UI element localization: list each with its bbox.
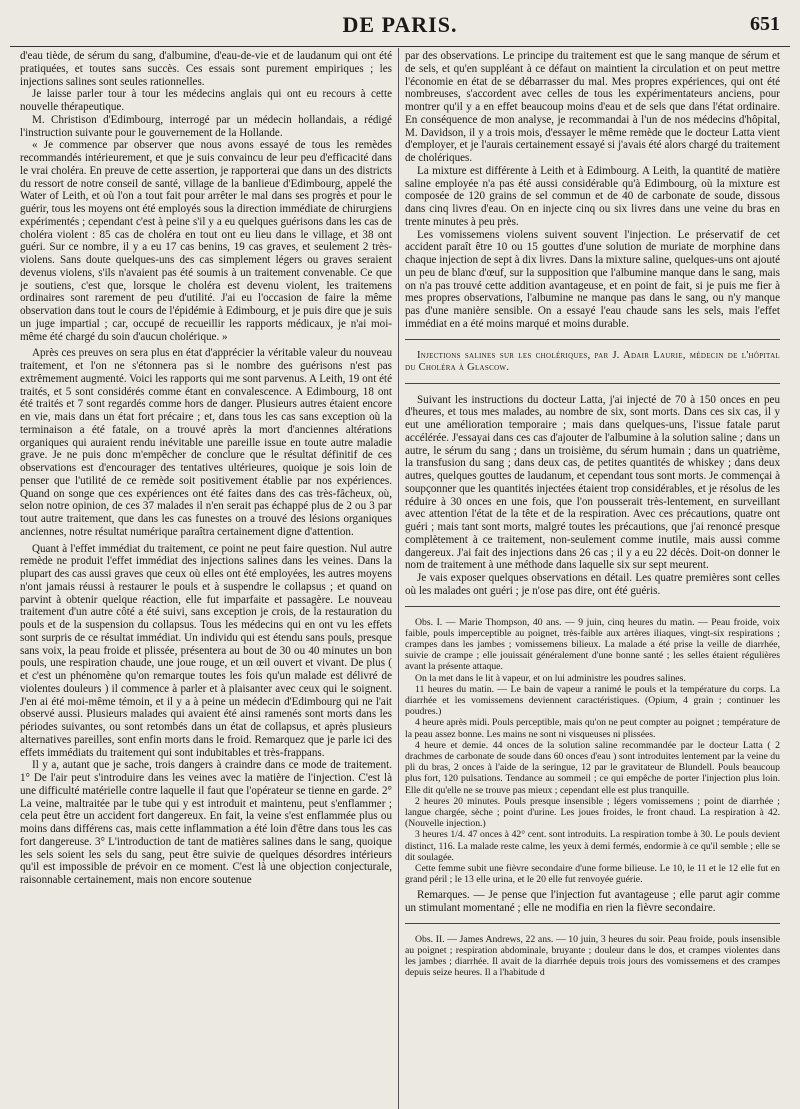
paragraph: Les vomissemens violens suivent souvent l'injection. Le préservatif de cet accident paraît être 10 ou 15 gouttes d'une solution de muriate de morphine dans chaque injection de sept à dix livres. Dans la mixture saline, quelques-uns ont ajouté un peu de blanc d'œuf, sur la supposition que l'albumine manque dans le sang, mais on n'a pas trouvé cette addition avantageuse, et en point de fait, si je puis me fier à mes propres observations, l'albumine ne manque pas dans le sang, ou n'y manque pas d'une manière sensible. On a essayé l'eau chaude sans les sels, mais l'effet immédiat en a été moins marqué et moins durable. (405, 228, 780, 330)
header-rule (10, 46, 790, 47)
left-column (20, 50, 392, 1109)
observation-paragraph: On la met dans le lit à vapeur, et on lui administre les poudres salines. (415, 672, 686, 684)
observation-2-block (405, 934, 780, 979)
paragraph: Quant à l'effet immédiat du traitement, ce point ne peut faire question. Nul autre remède ne produit l'effet immédiat des injections salines dans les veines. Dans la plupart des cas aussi graves que ceux où elles ont été employées, les autres moyens n'ont jamais réussi à restaurer le pouls et à suspendre le collapsus ; et quand on parvint à obtenir quelque réaction, elle fut imparfaite et passagère. Le nouveau traitement d'un autre côté a été suivi, sans exception je crois, de la restauration du pouls et de la suspension du collapsus. Tous les médecins qui en ont vu les effets sont surpris de ce résultat immédiat. Un individu qui est étendu sans pouls, presque sans voix, la peau froide et plissée, présentera au bout de 30 ou 40 minutes un bon pouls, une respiration chaude, une joue rouge, et un œil ouvert et vivant. De plus ( et c'est un phénomène qu'on remarque toutes les fois qu'un malade est délivré de violentes douleurs ) il commence à parler et à plaisanter avec ceux qui le soignent. J'en ai été moi-même témoin, et il y a à peine un médecin d'Edimbourg qui ne l'ait observé aussi. Plusieurs malades qui avaient été ainsi ramenés sont morts dans les périodes suivantes, ou sont retombés dans un état de collapsus, et après plusieurs alternatives pareilles, sont enfin morts dans le froid. Remarquez que je parle ici des effets immédiats du traitement qui sont indubitables et très-frappans. (20, 542, 392, 759)
column-divider (398, 48, 399, 1109)
section-rule (405, 383, 780, 384)
page-header (0, 0, 800, 52)
paragraph: Après ces preuves on sera plus en état d'apprécier la véritable valeur du nouveau traitement, et l'on ne s'étonnera pas si le nombre des guérisons n'est pas extrêmement augmenté. Voici les rapports qui me sont parvenus. A Leith, 19 ont été traités, et 5 sont considérés comme étant en convalescence. A Edimbourg, 18 ont été traités et 7 sont regardés comme hors de danger. Plusieurs autres étaient encore en vie, mais dans un état fort précaire ; et, dans tous les cas sans exception où la terminaison a été fatale, on a trouvé après la mort d'anciennes altérations organiques qui auraient rendu inévitable une pareille issue en toute autre maladie grave. Je ne puis donc m'empêcher de conclure que le résultat définitif de ces observations est d'encourager des tentatives ultérieures, quoique je sois loin de penser que l'utilité de ce remède soit positivement établie par nos expériences. Quand on songe que ces expériences ont été faites dans des cas très-fâcheux, où, selon notre opinion, de ces 37 malades il n'en serait pas échappé plus de 2 ou 3 par tout autre traitement, que dans les cas funestes on a trouvé des lésions organiques anciennes, notre résultat numérique paraîtra certainement digne d'attention. (20, 347, 392, 538)
paragraph: La mixture est différente à Leith et à Edimbourg. A Leith, la quantité de matière saline employée n'a pas été aussi considérable qu'à Edimbourg, où la mixture est composée de 120 grains de sel commun et de 40 de carbonate de soude, dissous dans cinq livres d'eau. On en injecte cinq ou six livres dans une veine du bras en trente minutes à peu près. (405, 164, 780, 228)
section-rule (405, 339, 780, 340)
running-title: DE PARIS. (342, 12, 458, 37)
remarks-paragraph: Remarques. — Je pense que l'injection fut avantageuse ; elle parut agir comme un stimulant momentané ; elle ne modifia en rien la fièvre secondaire. (405, 889, 780, 915)
paragraph: Suivant les instructions du docteur Latta, j'ai injecté de 70 à 150 onces en peu d'heures, et tous mes malades, au nombre de six, sont morts. Dans ces six cas, il y eut une amélioration temporaire ; mais dans quelques-uns, l'issue fatale parut accélérée. J'essayai dans ces cas d'ajouter de l'albumine à la solution saline ; dans un autre, le sérum du sang ; dans un troisième, du sérum humain ; dans un quatrième, la transfusion du sang ; dans deux cas, de petites quantités de whiskey ; dans deux autres, quelques gouttes de laudanum, et cependant tous sont morts. Je commençai à soupçonner que les quantités injectées étaient trop considérables, et je résolus de les réduire à 30 onces en une fois, que l'on pousserait très-lentement, en surveillant avec attention l'état de la tête et de la respiration. Avec ces précautions, quatre ont guéri ; mais tant sont morts, malgré toutes les précautions, que j'ai renoncé presque complètement à ce traitement, non-seulement comme inutile, mais aussi comme dangereux. J'ai fait des injections dans 26 cas ; il y a eu 22 décès. Doit-on donner le nom de traitement à une méthode dans laquelle six sur sept meurent. (405, 393, 780, 572)
observation-paragraph: Obs. I. — Marie Thompson, 40 ans. — 9 juin, cinq heures du matin. — Peau froide, voix faible, pouls imperceptible au poignet, très-faible aux artères iliaques, vingt-six respirations ; crampes dans les jambes ; vomissemens bilieux. La malade a été prise la veille de diarrhée, suivie de crampe ; elle jouissait généralement d'une bonne santé ; les selles étaient régulières avant la présente attaque. (405, 616, 780, 673)
right-column (405, 50, 780, 1109)
paragraph: d'eau tiède, de sérum du sang, d'albumine, d'eau-de-vie et de laudanum qui ont été pratiquées, et toutes sans succès. Ces essais sont purement empiriques ; les injections salines sont seules rationnelles. (20, 50, 392, 88)
paragraph: Je vais exposer quelques observations en détail. Les quatre premières sont celles où les malades ont guéri ; je n'ose pas dire, ont été guéris. (405, 572, 780, 597)
section-heading: Injections salines sur les cholériques, par J. Adair Laurie, médecin de l'hôpital du Choléra à Glascow. (405, 349, 780, 373)
observation-paragraph: Obs. II. — James Andrews, 22 ans. — 10 juin, 3 heures du soir. Peau froide, pouls insensible au poignet ; respiration abdominale, bruyante ; douleur dans le dos, et crampes violentes dans les jambes ; diarrhée. Il avait de la diarrhée depuis trois jours des vomissemens et des crampes depuis seize heures. Il a l'habitude d (405, 933, 780, 979)
paragraph: Je laisse parler tour à tour les médecins anglais qui ont eu recours à cette nouvelle thérapeutique. (20, 88, 392, 113)
observation-paragraph: 2 heures 20 minutes. Pouls presque insensible ; légers vomissemens ; point de diarrhée ; langue chargée, sèche ; point d'urine. Les joues froides, le front chaud. La respiration à 42. (Nouvelle injection.) (405, 795, 780, 830)
observation-paragraph: 4 heure après midi. Pouls perceptible, mais qu'on ne peut compter au poignet ; température de la peau assez bonne. Les mains ne sont ni visqueuses ni plissées. (405, 717, 780, 740)
paragraph: Il y a, autant que je sache, trois dangers à craindre dans ce mode de traitement. 1° De l'air peut s'introduire dans les veines avec la matière de l'injection. C'est là une difficulté matérielle contre laquelle il faut que l'opérateur se tienne en garde. 2° La veine, maltraitée par le tube qui y est introduit et maintenu, peut s'enflammer ; cela peut être un accident fort dangereux. En fait, la veine s'est enflammée plus ou moins dans différens cas, mais cette inflammation a été loin d'être dans tous les cas fort dangereuse. 3° L'introduction de tant de matières salines dans le sang, quoique les sels soient les sels du sang, peut être suivie de quelques désordres intérieurs qu'il est impossible de prévoir en ce moment. C'est là une objection conjecturale, raisonnable certainement, mais non encore soutenue (20, 759, 392, 886)
paragraph: M. Christison d'Edimbourg, interrogé par un médecin hollandais, a rédigé l'instruction suivante pour le gouvernement de la Hollande. (20, 113, 392, 139)
observations-rule (405, 923, 780, 924)
observation-paragraph: Cette femme subit une fièvre secondaire d'une forme bilieuse. Le 10, le 11 et le 12 elle fut en grand péril ; le 13 elle urina, et le 20 elle fut renvoyée guérie. (405, 862, 780, 886)
observation-paragraph: 4 heure et demie. 44 onces de la solution saline recommandée par le docteur Latta ( 2 drachmes de carbonate de soude dans 60 onces d'eau ) sont introduites lentement par la veine du pli du bras, 2 onces à l'aide de la seringue, 12 par le gravitateur de Blundell. Pouls beaucoup plus fort, 120 pulsations. Tendance au sommeil ; ce qui empêche de porter l'injection plus loin. Elle dit qu'elle ne se trouve pas mieux ; cependant elle est plus tranquille. (405, 739, 780, 796)
paragraph: « Je commence par observer que nous avons essayé de tous les remèdes recommandés intérieurement, et que je suis convaincu de leur peu d'efficacité dans le vrai choléra. En preuve de cette assertion, je rapporterai que dans un des districts du ressort de notre conseil de santé, village de la banlieue d'Edimbourg, appelé the Water of Leith, et où l'on a tout fait pour arrêter le mal dans ses progrès et pour le guérir, tous les moyens ont été employés sous la direction immédiate de chirurgiens expérimentés ; cependant c'est à peine s'il y a eu quelques guérisons dans les cas de choléra violent : 85 cas de choléra en tout ont eu lieu dans le village, et 38 ont guéri. Sur ce nombre, il y a eu 17 cas benins, 19 cas graves, et seulement 2 très-violens. Sans doute quelques-uns des cas simplement légers ou graves seraient devenus violens, s'ils n'avaient pas été soumis à un traitement convenable. Ce que je soutiens, c'est que, lorsque le choléra est devenu violent, les traitemens ordinaires sont rarement de peu d'utilité. J'ai eu l'occasion de faire la même observation dans tout le cours de l'épidémie à Edimbourg, et je puis dire que je suis un juge impartial ; car, occupé de recueillir les rapports médicaux, je n'ai moi-même été chargé du soin d'aucun cholérique. » (20, 139, 392, 343)
observation-paragraph: 3 heures 1/4. 47 onces à 42° cent. sont introduits. La respiration tombe à 30. Le pouls devient distinct, 116. La malade reste calme, les yeux à demi fermés, endormie à ce qu'il semble ; elle se dit soulagée. (405, 829, 780, 863)
observation-paragraph: 11 heures du matin. — Le bain de vapeur a ranimé le pouls et la température du corps. La diarrhée et les vomissemens deviennent caractéristiques. (Opium, 4 grain ; continuer les poudres.) (405, 683, 780, 718)
observations-rule (405, 606, 780, 607)
page-number: 651 (750, 13, 780, 35)
observations-block (405, 617, 780, 886)
paragraph: par des observations. Le principe du traitement est que le sang manque de sérum et de sels, et qu'en suppléant à ce défaut on maintient la circulation et on peut mettre l'économie en état de se débarrasser du mal. Mes propres expériences, qui ont été nombreuses, s'accordent avec celles de tous les expérimentateurs anciens, pour montrer qu'il y a en effet beaucoup moins d'eau et de sels que dans l'état ordinaire. En conséquence de mon analyse, je recommandai à l'un de nos médecins d'hôpital, M. Davidson, il y a trois mois, d'essayer le même remède que le docteur Latta vient d'employer, et je l'aurais certainement essayé si j'avais été alors chargé du traitement de cholériques. (405, 50, 780, 164)
